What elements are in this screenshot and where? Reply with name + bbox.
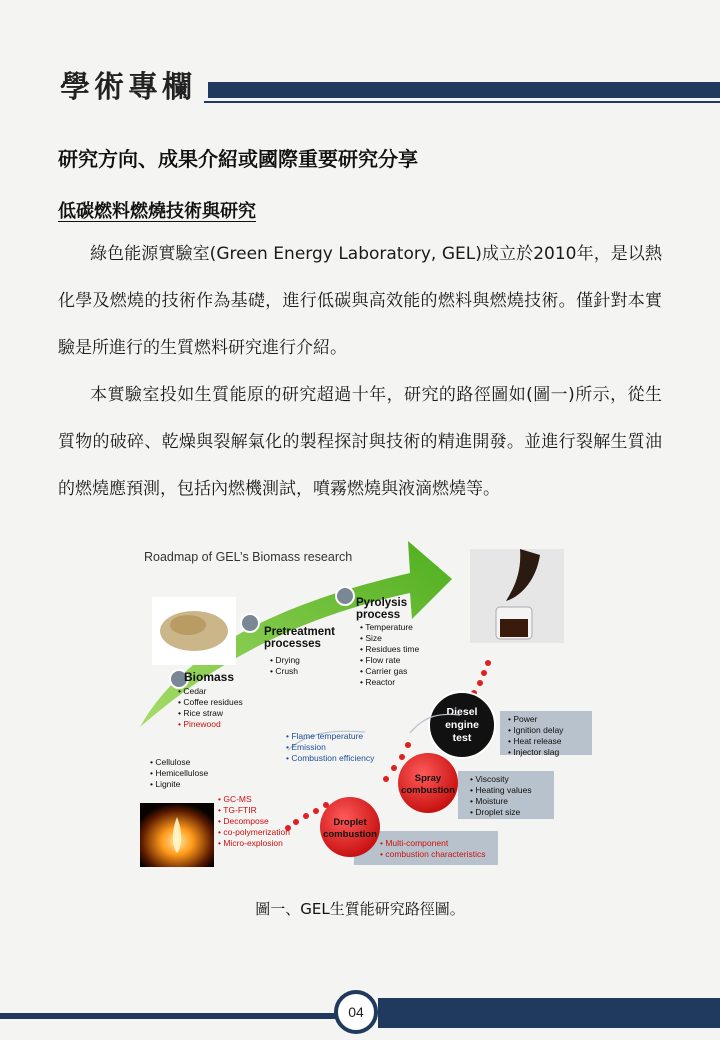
footer-bar-right [378, 998, 720, 1028]
paragraph-intro: 綠色能源實驗室(Green Energy Laboratory, GEL)成立於2010年，是以熱化學及燃燒的技術作為基礎，進行低碳與高效能的燃料與燃燒技術。僅針對本實驗是所進行的生質燃料研究進行介紹。 [58, 244, 662, 358]
svg-text:engine: engine [445, 719, 479, 731]
pretreatment-item: • Crush [270, 666, 299, 676]
stage-dot-pretreatment [241, 614, 259, 632]
stage-dot-pyrolysis [336, 587, 354, 605]
paragraph-roadmap: 本實驗室投如生質能原的研究超過十年，研究的路徑圖如(圖一)所示，從生質物的破碎、乾燥與裂解氣化的製程探討與技術的精進開發。並進行裂解生質油的燃燒應預測，包括內燃機測試，噴霧燃燒與液滴燃燒等。 [58, 385, 662, 499]
pretreatment-item: • Drying [270, 655, 300, 665]
pyrolysis-item: • Temperature [360, 622, 413, 632]
roadmap-figure [140, 535, 600, 870]
article-subtitle: 低碳燃料燃燒技術與研究 [58, 201, 256, 222]
biomass-item: • Coffee residues [178, 697, 243, 707]
spray-item: • Heating values [470, 785, 532, 795]
svg-text:Pretreatment: Pretreatment [264, 626, 335, 638]
biomass-item: • Rice straw [178, 708, 224, 718]
footer-bar-left [0, 1013, 340, 1019]
pretreatment-label [264, 626, 335, 650]
droplet-item: • combustion characteristics [380, 849, 486, 859]
figure-title: Roadmap of GEL’s Biomass research [144, 550, 353, 564]
biomass-item: • Cedar [178, 686, 207, 696]
section-title: 研究方向、成果介紹或國際重要研究分享 [58, 147, 418, 171]
cellulose-item: • Lignite [150, 779, 181, 789]
biomass-item: • Pinewood [178, 719, 221, 729]
pyrolysis-item: • Size [360, 633, 382, 643]
page-number: 04 [334, 990, 378, 1034]
figure-caption: 圖一、GEL生質能研究路徑圖。 [255, 900, 465, 918]
biomass-items [178, 686, 243, 729]
diesel-item: • Injector slag [508, 747, 560, 757]
analysis-item: • TG-FTIR [218, 805, 257, 815]
spray-item: • Droplet size [470, 807, 521, 817]
pyrolysis-item: • Reactor [360, 677, 396, 687]
spray-item: • Viscosity [470, 774, 509, 784]
svg-text:Droplet: Droplet [333, 817, 367, 828]
cellulose-items [150, 757, 209, 789]
pyrolysis-item: • Flow rate [360, 655, 401, 665]
header-bar [208, 82, 720, 98]
flame-items [286, 731, 375, 763]
svg-text:Pyrolysis: Pyrolysis [356, 597, 408, 609]
header-underline [204, 101, 720, 103]
pretreatment-items [270, 655, 300, 676]
flame-item: • Emission [286, 742, 326, 752]
svg-text:processes: processes [264, 638, 321, 650]
analysis-item: • Decompose [218, 816, 269, 826]
diesel-item: • Ignition delay [508, 725, 564, 735]
flame-item: • Flame temperature [286, 731, 364, 741]
column-title: 學術專欄 [60, 70, 196, 105]
analysis-item: • Micro-explosion [218, 838, 283, 848]
diesel-item: • Power [508, 714, 538, 724]
roadmap-diagram [140, 535, 600, 870]
spray-item: • Moisture [470, 796, 508, 806]
svg-text:combustion: combustion [401, 785, 455, 796]
droplet-item: • Multi-component [380, 838, 449, 848]
cellulose-item: • Hemicellulose [150, 768, 209, 778]
pyrolysis-label [356, 597, 407, 621]
svg-text:combustion: combustion [323, 829, 377, 840]
analysis-items [218, 794, 290, 848]
svg-text:process: process [356, 609, 401, 621]
pyrolysis-items [360, 622, 419, 687]
flame-item: • Combustion efficiency [286, 753, 375, 763]
svg-text:Diesel: Diesel [446, 706, 478, 718]
pyrolysis-item: • Residues time [360, 644, 420, 654]
biomass-label: Biomass [184, 670, 235, 684]
pyrolysis-item: • Carrier gas [360, 666, 408, 676]
analysis-item: • GC-MS [218, 794, 252, 804]
diesel-item: • Heat release [508, 736, 562, 746]
cellulose-item: • Cellulose [150, 757, 191, 767]
analysis-item: • co-polymerization [218, 827, 290, 837]
svg-text:test: test [452, 732, 472, 744]
svg-text:Spray: Spray [414, 773, 442, 784]
